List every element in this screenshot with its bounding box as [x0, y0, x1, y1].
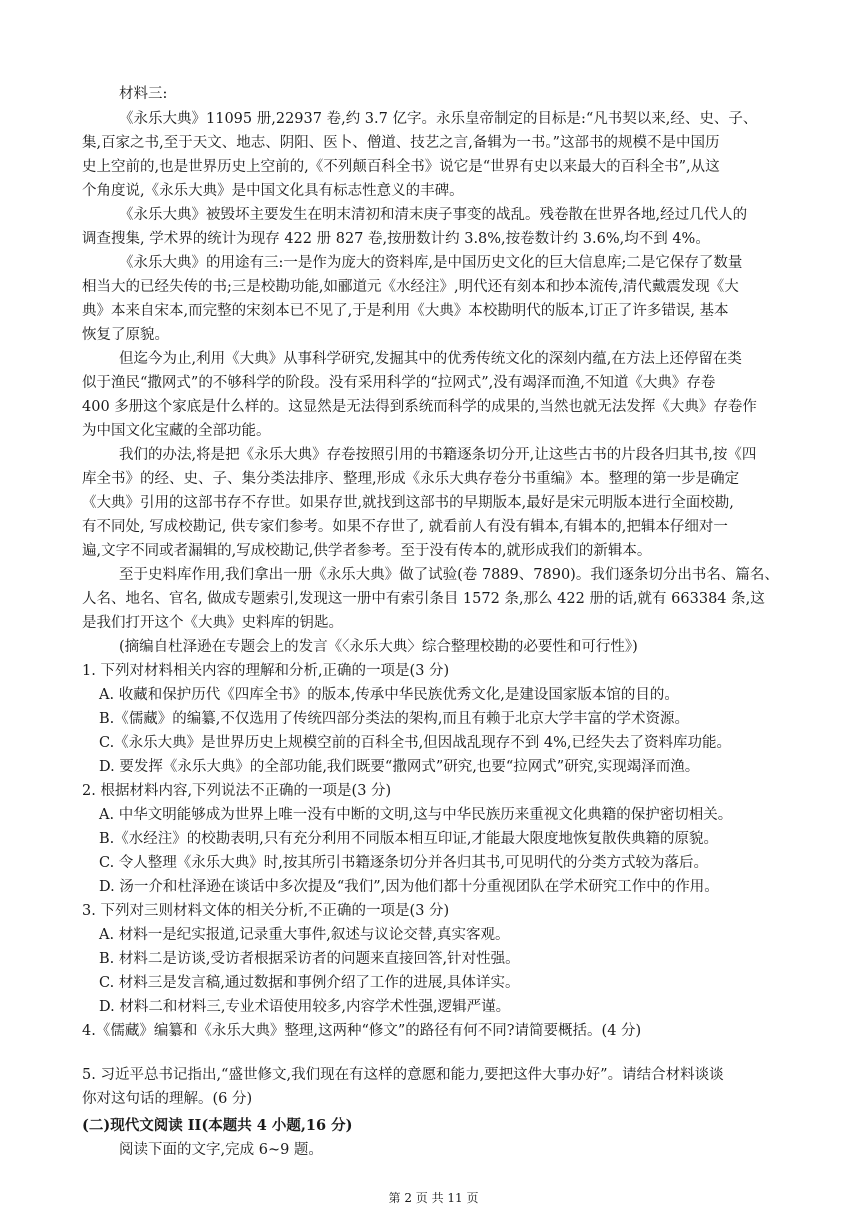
question-5-line1: 5. 习近平总书记指出,“盛世修文,我们现在有这样的意愿和能力,要把这件大事办好”。请结合材料谈谈 [82, 1067, 724, 1083]
question-3-option-c: C. 材料三是发言稿,通过数据和事例介绍了工作的进展,具体详实。 [99, 975, 520, 991]
question-3-option-b: B. 材料二是访谈,受访者根据采访者的问题来直接回答,针对性强。 [99, 951, 520, 967]
question-2-option-a: A. 中华文明能够成为世界上唯一没有中断的文明,这与中华民族历来重视文化典籍的保护密切相关。 [99, 807, 733, 823]
source-note: (摘编自杜泽逊在专题会上的发言《〈永乐大典〉综合整理校勘的必要性和可行性》) [119, 639, 638, 655]
material3-title: 材料三: [119, 86, 168, 102]
question-3-option-a: A. 材料一是纪实报道,记录重大事件,叙述与议论交替,真实客观。 [99, 927, 510, 943]
question-1-option-d: D. 要发挥《永乐大典》的全部功能,我们既要“撒网式”研究,也要“拉网式”研究,实现竭泽而渔。 [99, 759, 700, 775]
material3-p5-line2: 库全书》的经、史、子、集分类法排序、整理,形成《永乐大典存卷分书重编》本。整理的第一步是确定 [82, 471, 740, 487]
material3-p2-line1: 《永乐大典》被毁坏主要发生在明末清初和清末庚子事变的战乱。残卷散在世界各地,经过几代人的 [119, 207, 748, 223]
material3-p4-line2: 似于渔民“撒网式”的不够科学的阶段。没有采用科学的“拉网式”,没有竭泽而渔,不知道《大典》存卷 [82, 375, 716, 391]
material3-p5-line1: 我们的办法,将是把《永乐大典》存卷按照引用的书籍逐条切分开,让这些古书的片段各归其书,按《四 [119, 447, 757, 463]
question-3-stem: 3. 下列对三则材料文体的相关分析,不正确的一项是(3 分) [82, 903, 450, 919]
material3-p3-line3: 典》本来自宋本,而完整的宋刻本已不见了,于是利用《大典》本校勘明代的版本,订正了许多错误, 基本 [82, 303, 729, 319]
material3-p6-line1: 至于史料库作用,我们拿出一册《永乐大典》做了试验(卷 7889、7890)。我们逐条切分出书名、篇名、 [119, 567, 779, 583]
material3-p4-line4: 为中国文化宝藏的全部功能。 [82, 423, 271, 439]
material3-p3-line1: 《永乐大典》的用途有三:一是作为庞大的资料库,是中国历史文化的巨大信息库;二是它保存了数量 [119, 255, 743, 271]
material3-p1-line4: 个角度说,《永乐大典》是中国文化具有标志性意义的丰碑。 [82, 183, 464, 199]
material3-p3-line2: 相当大的已经失传的书;三是校勘功能,如郦道元《水经注》,明代还有刻本和抄本流传,清代戴震发现《大 [82, 279, 739, 295]
material3-p6-line2: 人名、地名、官名, 做成专题索引,发现这一册中有索引条目 1572 条,那么 422 册的话,就有 663384 条,这 [82, 591, 765, 607]
section-2-instruction: 阅读下面的文字,完成 6~9 题。 [119, 1142, 323, 1158]
material3-p1-line3: 史上空前的,也是世界历史上空前的,《不列颠百科全书》说它是“世界有史以来最大的百科全书”,从这 [82, 159, 720, 175]
question-4: 4.《儒藏》编纂和《永乐大典》整理,这两种“修文”的路径有何不同?请简要概括。(4 分) [82, 1023, 642, 1039]
question-2-option-b: B.《水经注》的校勘表明,只有充分利用不同版本相互印证,才能最大限度地恢复散佚典籍的原貌。 [99, 831, 718, 847]
question-2-option-d: D. 汤一介和杜泽逊在谈话中多次提及“我们”,因为他们都十分重视团队在学术研究工作中的作用。 [99, 879, 719, 895]
material3-p1-line1: 《永乐大典》11095 册,22937 卷,约 3.7 亿字。永乐皇帝制定的目标是:“凡书契以来,经、史、子、 [119, 111, 758, 127]
question-1-option-a: A. 收藏和保护历代《四库全书》的版本,传承中华民族优秀文化,是建设国家版本馆的目的。 [99, 687, 679, 703]
question-1-stem: 1. 下列对材料相关内容的理解和分析,正确的一项是(3 分) [82, 663, 450, 679]
question-2-option-c: C. 令人整理《永乐大典》时,按其所引书籍逐条切分并各归其书,可见明代的分类方式较为落后。 [99, 855, 709, 871]
question-2-stem: 2. 根据材料内容,下列说法不正确的一项是(3 分) [82, 783, 392, 799]
material3-p4-line3: 400 多册这个家底是什么样的。这显然是无法得到系统而科学的成果的,当然也就无法发挥《大典》存卷作 [82, 399, 757, 415]
question-3-option-d: D. 材料二和材料三,专业术语使用较多,内容学术性强,逻辑严谨。 [99, 999, 511, 1015]
material3-p5-line4: 有不同处, 写成校勘记, 供专家们参考。如果不存世了, 就看前人有没有辑本,有辑本的,把辑本仔细对一 [82, 519, 728, 535]
material3-p5-line3: 《大典》引用的这部书存不存世。如果存世,就找到这部书的早期版本,最好是宋元明版本进行全面校勘, [82, 495, 734, 511]
material3-p6-line3: 是我们打开这个《大典》史料库的钥匙。 [82, 615, 343, 631]
question-1-option-b: B.《儒藏》的编纂,不仅选用了传统四部分类法的架构,而且有赖于北京大学丰富的学术资源。 [99, 711, 689, 727]
material3-p3-line4: 恢复了原貌。 [82, 327, 169, 343]
material3-p1-line2: 集,百家之书,至于天文、地志、阴阳、医卜、僧道、技艺之言,备辑为一书。”这部书的规模不是中国历 [82, 135, 720, 151]
material3-p2-line2: 调查搜集, 学术界的统计为现存 422 册 827 卷,按册数计约 3.8%,按卷数计约 3.6%,均不到 4%。 [82, 231, 710, 247]
question-5-line2: 你对这句话的理解。(6 分) [82, 1091, 253, 1107]
material3-p5-line5: 遍,文字不同或者漏辑的,写成校勘记,供学者参考。至于没有传本的,就形成我们的新辑本。 [82, 543, 652, 559]
question-1-option-c: C.《永乐大典》是世界历史上规模空前的百科全书,但因战乱现存不到 4%,已经失去了资料库功能。 [99, 735, 732, 751]
page-footer: 第 2 页 共 11 页 [388, 1191, 479, 1205]
section-2-heading: (二)现代文阅读 II(本题共 4 小题,16 分) [82, 1117, 353, 1134]
material3-p4-line1: 但迄今为止,利用《大典》从事科学研究,发掘其中的优秀传统文化的深刻内蕴,在方法上还停留在类 [119, 351, 742, 367]
